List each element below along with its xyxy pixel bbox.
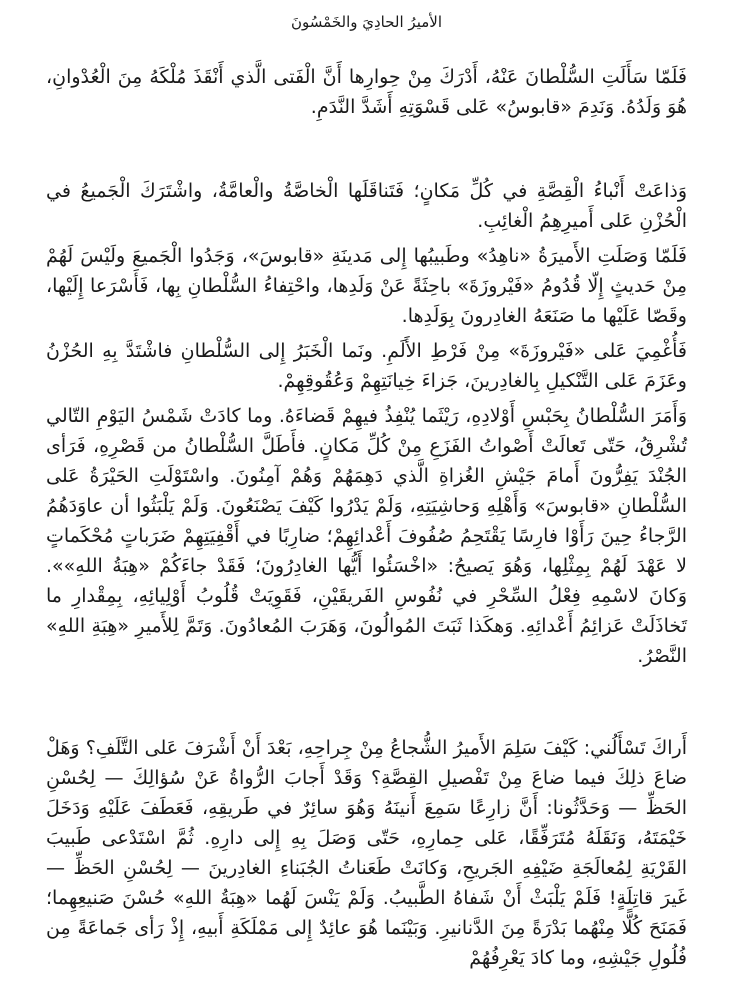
paragraph: وَأَمَرَ السُّلْطانُ بِحَبْسِ أَوْلادِهِ، رَيْثَما يُنْفِذُ فيهِمْ قَضاءَهُ. وما كادَتْ شَمْسُ اليَوْمِ التّالي تُشْرِقُ، حَتّى تَعالَتْ أَصْواتُ الفَزَعِ مِنْ كُلِّ مَكانٍ. فأَطَلَّ السُّلْطانُ من قَصْرِهِ، فَرَأى الجُنْدَ يَفِرُّونَ أَمامَ جَيْشِ الغُزاةِ الَّذي دَهِمَهُمْ وَهُمْ آمِنُونَ. واسْتَوْلَتِ الحَيْرَةُ عَلى السُّلْطانِ «قابوسَ» وَأَهْلِهِ وَحاشِيَتِهِ، وَلَمْ يَدْرُوا كَيْفَ يَصْنَعُونَ. وَلَمْ يَلْبَثُوا أن عاوَدَهُمُ الرَّجاءُ حِينَ رَأَوْا فارِسًا يَقْتَحِمُ صُفُوفَ أَعْدائِهِمْ؛ ضارِبًا في أَقْفِيَتِهِمْ ضَرَباتٍ مُحْكَماتٍ لا عَهْدَ لَهُمْ بِمِثْلِها، وَهُوَ يَصيحُ: «اخْسَئُوا أَيُّها الغادِرُونَ؛ فَقَدْ جاءَكُمْ «هِبَةُ اللهِ»». وَكانَ لاسْمِهِ فِعْلُ السِّحْرِ في نُفُوسِ الفَريقَيْنِ، فَقَوِيَتْ قُلُوبُ أَوْلِيائِهِ، بِمِقْدارِ ما تَخاذَلَتْ عَزائِمُ أَعْدائِهِ. وَهكَذا ثَبَتَ المُوالُونَ، وَهَرَبَ المُعادُونَ. وَتَمَّ لِلأَميرِ «هِبَةِ اللهِ» النَّصْرُ. — [46, 405, 687, 667]
chapter-title: الأميرُ الحادِيَ والخَمْسُونَ — [291, 13, 442, 31]
paragraph: أَراكَ تَسْأَلُني: كَيْفَ سَلِمَ الأَميرُ الشُّجاعُ مِنْ جِراحِهِ، بَعْدَ أَنْ أَشْرَفَ عَلى التَّلَفِ؟ وَهَلْ ضاعَ ذلِكَ فيما ضاعَ مِنْ تَفْصيلِ القِصَّةِ؟ وَقَدْ أَجابَ الرُّواةُ عَنْ سُؤالِكَ — لِحُسْنِ الحَظِّ — وَحَدَّثُونا: أَنَّ زارِعًا سَمِعَ أَنينَهُ وَهُوَ سائِرٌ في طَريقِهِ، فَعَطَفَ عَلَيْهِ وَدَخَلَ خَيْمَتَهُ، وَنَقَلَهُ مُتَرَفِّقًا، عَلى حِمارِهِ، حَتّى وَصَلَ بِهِ إِلى دارِهِ. ثُمَّ اسْتَدْعى طَبيبَ القَرْيَةِ لِمُعالَجَةِ ضَيْفِهِ الجَريحِ، وَكانَتْ طَعَناتُ الجُبَناءِ الغادِرينَ — لِحُسْنِ الحَظِّ — غَيرَ قاتِلَةٍ! فَلَمْ يَلْبَثْ أَنْ شَفاهُ الطَّبيبُ. وَلَمْ يَنْسَ لَهُما «هِبَةُ اللهِ» حُسْنَ صَنيعِهِما؛ فَمَنَحَ كُلًّا مِنْهُما بَدْرَةً مِنَ الدَّنانيرِ. وَبَيْنَما هُوَ عائِدٌ إِلى مَمْلَكَةِ أَبيهِ، إِذْ رَأى جَماعَةً مِن فُلُولِ جَيْشِهِ، وما كادَ يَعْرِفُهُمْ — [46, 737, 687, 969]
text-section-2 — [46, 176, 687, 676]
paragraph: فَلَمّا سَأَلَتِ السُّلْطانَ عَنْهُ، أَدْرَكَ مِنْ حِوارِها أَنَّ الْفَتى الَّذي أَنْقَذَ مُلْكَهُ مِنَ الْعُدْوانِ، هُوَ وَلَدُهُ. وَنَدِمَ «قابوسُ» عَلى قَسْوَتِهِ أَشَدَّ النَّدَمِ. — [46, 66, 687, 118]
paragraph: فَلَمّا وَصَلَتِ الأَميرَةُ «ناهِدُ» وطَبيبُها إِلى مَدينَةِ «قابوسَ»، وَجَدُوا الْجَميعَ ولَيْسَ لَهُمْ مِنْ حَديثٍ إِلّا قُدُومُ «فَيْروزَةَ» باحِثَةً عَنْ وَلَدِها، واحْتِفاءُ السُّلْطانِ بِها، فَأَسْرَعا إِلَيْها، وقَصّا عَلَيْها ما صَنَعَهُ الغادِرونَ بِوَلَدِها. — [46, 245, 687, 327]
paragraph: فَأُغْمِيَ عَلى «فَيْروزَةَ» مِنْ فَرْطِ الأَلَمِ. ونَما الْخَبَرُ إِلى السُّلْطانِ فاشْتَدَّ بِهِ الحُزْنُ وعَزَمَ عَلى التَّنْكيلِ بِالغادِرينَ، جَزاءَ خِيانَتِهِمْ وَعُقُوقِهِمْ. — [46, 340, 687, 392]
paragraph: وَذاعَتْ أَنْباءُ الْقِصَّةِ في كُلِّ مَكانٍ؛ فَتَناقَلَها الْخاصَّةُ والْعامَّةُ، واشْتَرَكَ الْجَميعُ في الْحُزْنِ عَلى أَميرِهِمُ الْغائِبِ. — [46, 180, 687, 232]
text-section-1 — [46, 62, 687, 127]
text-section-3 — [46, 733, 687, 978]
